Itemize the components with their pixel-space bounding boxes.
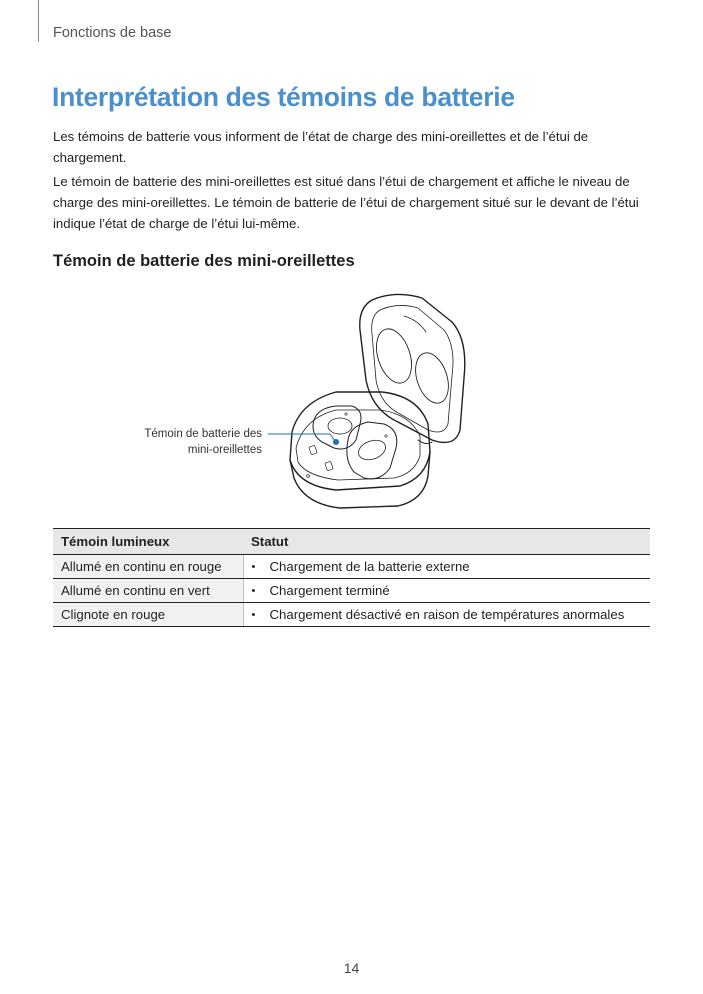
header-rule: [38, 0, 39, 42]
column-header-indicator: Témoin lumineux: [53, 529, 243, 555]
indicator-status-table: [53, 528, 650, 627]
status-text: Chargement terminé: [269, 583, 390, 598]
status-cell: [243, 579, 650, 603]
callout-line-1: Témoin de batterie des: [144, 428, 262, 440]
status-text: Chargement de la batterie externe: [269, 559, 470, 574]
status-cell: [243, 555, 650, 579]
table-row: [53, 555, 650, 579]
table-header-row: [53, 529, 650, 555]
status-cell: [243, 603, 650, 627]
bullet-icon: •: [251, 561, 256, 573]
indicator-cell: Allumé en continu en rouge: [53, 555, 243, 579]
column-header-status: Statut: [243, 529, 650, 555]
callout-line-2: mini-oreillettes: [187, 444, 262, 456]
indicator-cell: Clignote en rouge: [53, 603, 243, 627]
intro-paragraph-1: Les témoins de batterie vous informent de l’état de charge des mini-oreillettes et de l’étui de chargement.: [53, 129, 589, 165]
page-number: 14: [343, 960, 360, 976]
status-text: Chargement désactivé en raison de températures anormales: [269, 607, 625, 622]
charging-case-illustration: [0, 282, 703, 522]
section-subheading: Témoin de batterie des mini-oreillettes: [53, 252, 355, 270]
bullet-icon: •: [251, 609, 256, 621]
page-title: Interprétation des témoins de batterie: [52, 82, 515, 112]
battery-indicator-callout: [144, 426, 262, 458]
indicator-cell: Allumé en continu en vert: [53, 579, 243, 603]
intro-paragraph-2: Le témoin de batterie des mini-oreillettes est situé dans l’étui de chargement et affiche le niveau de charge des mini-oreillettes. Le témoin de batterie de l’étui de chargement situé sur le devant de l’étui indique l’état de charge de l’étui lui-même.: [53, 174, 639, 231]
table-row: [53, 603, 650, 627]
section-label: Fonctions de base: [53, 25, 172, 41]
table-row: [53, 579, 650, 603]
bullet-icon: •: [251, 585, 256, 597]
